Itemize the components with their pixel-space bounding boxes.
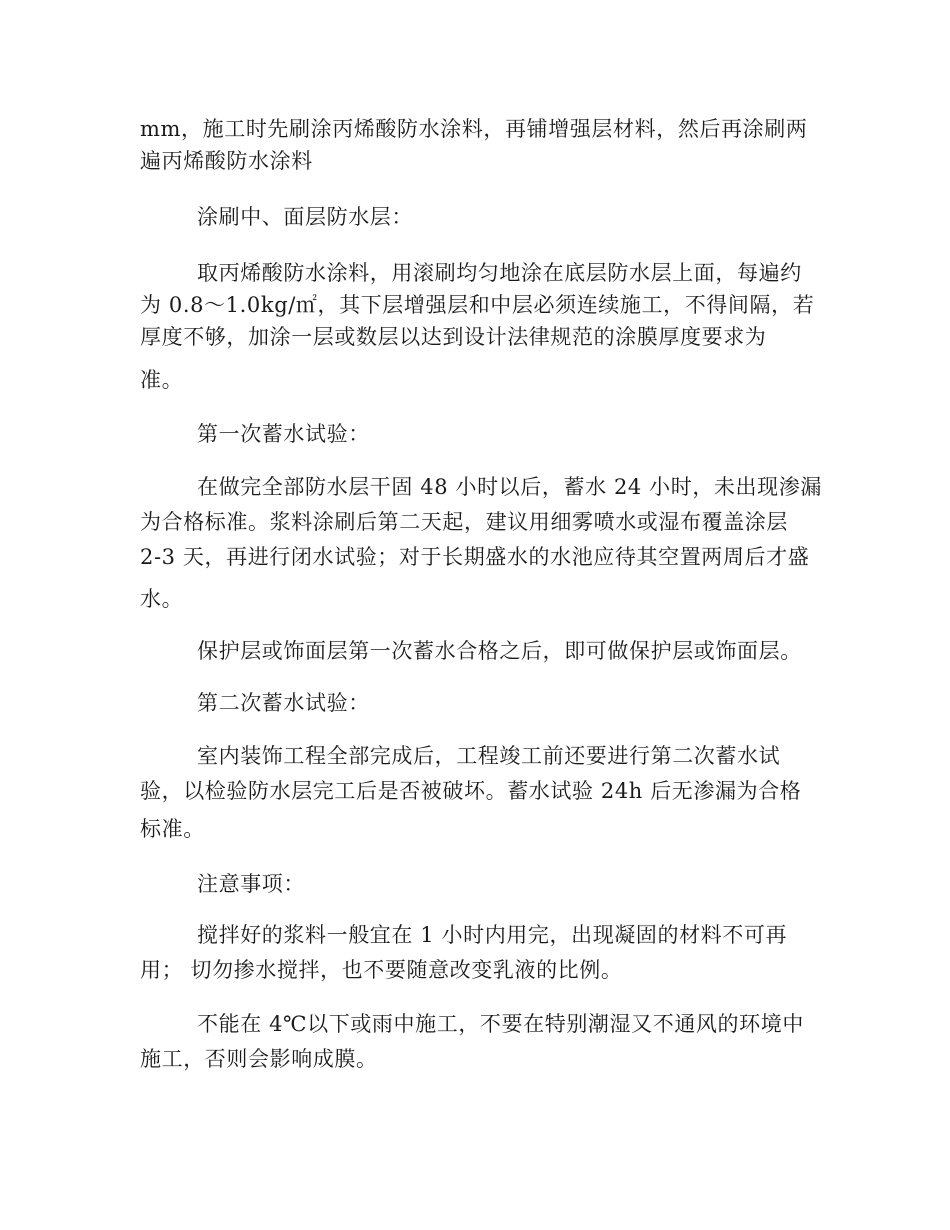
section-heading: 第一次蓄水试验： [197, 422, 370, 446]
section-heading: 第二次蓄水试验： [197, 691, 370, 715]
paragraph-line: 为 0.8～1.0kg/㎡，其下层增强层和中层必须连续施工，不得间隔，若 [140, 293, 815, 317]
paragraph-line: 保护层或饰面层第一次蓄水合格之后，即可做保护层或饰面层。 [197, 639, 802, 663]
paragraph-line: 标准。 [140, 817, 205, 841]
paragraph-line: 用； 切勿掺水搅拌，也不要随意改变乳液的比例。 [140, 958, 623, 982]
paragraph-line: 搅拌好的浆料一般宜在 1 小时内用完，出现凝固的材料不可再 [197, 923, 788, 947]
paragraph-line: 验，以检验防水层完工后是否被破坏。蓄水试验 24h 后无渗漏为合格 [140, 779, 802, 803]
paragraph-line: mm，施工时先刷涂丙烯酸防水涂料，再铺增强层材料，然后再涂刷两 [140, 117, 808, 141]
paragraph-line: 水。 [140, 587, 184, 611]
section-heading: 注意事项： [197, 872, 305, 896]
paragraph-line: 室内装饰工程全部完成后，工程竣工前还要进行第二次蓄水试 [197, 744, 781, 768]
paragraph-line: 准。 [140, 368, 184, 392]
paragraph-line: 在做完全部防水层干固 48 小时以后，蓄水 24 小时，未出现渗漏 [197, 475, 822, 499]
paragraph-line: 取丙烯酸防水涂料，用滚刷均匀地涂在底层防水层上面，每遍约 [197, 261, 802, 285]
paragraph-line: 施工，否则会影响成膜。 [140, 1047, 378, 1071]
paragraph-line: 2-3 天，再进行闭水试验；对于长期盛水的水池应待其空置两周后才盛 [140, 545, 810, 569]
paragraph-line: 厚度不够，加涂一层或数层以达到设计法律规范的涂膜厚度要求为 [140, 325, 767, 349]
paragraph-line: 不能在 4℃以下或雨中施工，不要在特别潮湿又不通风的环境中 [197, 1012, 804, 1036]
section-heading: 涂刷中、面层防水层： [197, 205, 413, 229]
paragraph-line: 为合格标准。浆料涂刷后第二天起，建议用细雾喷水或湿布覆盖涂层 [140, 510, 788, 534]
paragraph-line: 遍丙烯酸防水涂料 [140, 149, 313, 173]
